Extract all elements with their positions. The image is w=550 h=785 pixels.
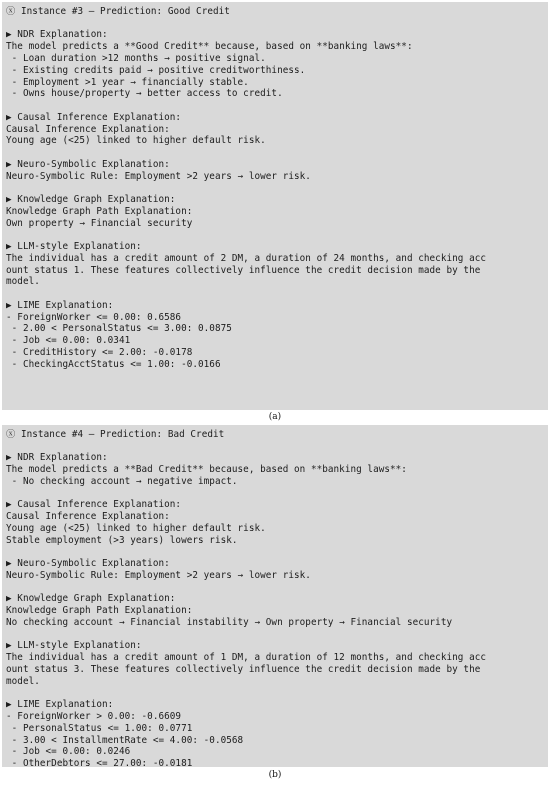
output-panel-instance-4	[2, 425, 548, 767]
list-item: - ForeignWorker > 0.00: -0.6609	[6, 710, 182, 722]
section-heading: ▶ Knowledge Graph Explanation:	[6, 593, 176, 605]
section-heading: ▶ Neuro-Symbolic Explanation:	[6, 558, 170, 570]
blank-line	[6, 547, 540, 559]
section-heading: ▶ LLM-style Explanation:	[6, 640, 142, 652]
blank-line	[6, 441, 540, 453]
panel-caption-b: (b)	[268, 770, 282, 780]
output-line: model.	[6, 276, 40, 288]
output-line: Neuro-Symbolic Rule: Employment >2 years → lower risk.	[6, 569, 311, 581]
blank-line	[6, 182, 540, 194]
blank-line	[6, 229, 540, 241]
output-line: ount status 3. These features collectively influence the credit decision made by the	[6, 663, 481, 675]
section-heading: ▶ Causal Inference Explanation:	[6, 111, 182, 123]
blank-line	[6, 147, 540, 159]
section-heading: ▶ LIME Explanation:	[6, 699, 114, 711]
list-item: - 2.00 < PersonalStatus <= 3.00: 0.0875	[6, 323, 232, 335]
blank-line	[6, 288, 540, 300]
list-item: - ForeignWorker <= 0.00: 0.6586	[6, 311, 182, 323]
output-line: The model predicts a **Good Credit** because, based on **banking laws**:	[6, 41, 413, 53]
panel-caption-a: (a)	[268, 412, 282, 422]
blank-line	[6, 629, 540, 641]
list-item: - 3.00 < InstallmentRate <= 4.00: -0.0568	[6, 734, 244, 746]
output-line: model.	[6, 675, 40, 687]
output-line: The individual has a credit amount of 2 DM, a duration of 24 months, and checking acc	[6, 252, 487, 264]
output-line: Young age (<25) linked to higher default risk.	[6, 135, 266, 147]
list-item: - Job <= 0.00: 0.0246	[6, 746, 131, 758]
output-line: Knowledge Graph Path Explanation:	[6, 605, 193, 617]
section-heading: ▶ Knowledge Graph Explanation:	[6, 193, 176, 205]
section-heading: ▶ Neuro-Symbolic Explanation:	[6, 158, 170, 170]
output-line: Stable employment (>3 years) lowers risk.	[6, 534, 238, 546]
list-item: - OtherDebtors <= 27.00: -0.0181	[6, 758, 193, 767]
instance-header: ⓧ Instance #3 — Prediction: Good Credit	[6, 6, 230, 17]
output-line: The individual has a credit amount of 1 DM, a duration of 12 months, and checking acc	[6, 652, 487, 664]
output-line: Neuro-Symbolic Rule: Employment >2 years → lower risk.	[6, 170, 311, 182]
list-item: - Loan duration >12 months → positive signal.	[6, 52, 266, 64]
section-heading: ▶ Causal Inference Explanation:	[6, 499, 182, 511]
output-line: Young age (<25) linked to higher default risk.	[6, 522, 266, 534]
output-line: No checking account → Financial instability → Own property → Financial security	[6, 616, 453, 628]
list-item: - PersonalStatus <= 1.00: 0.0771	[6, 722, 193, 734]
blank-line	[6, 100, 540, 112]
list-item: - CheckingAcctStatus <= 1.00: -0.0166	[6, 358, 221, 370]
blank-line	[6, 18, 540, 30]
section-heading: ▶ LIME Explanation:	[6, 299, 114, 311]
output-panel-instance-3	[2, 2, 548, 410]
blank-line	[6, 582, 540, 594]
output-line: Causal Inference Explanation:	[6, 123, 170, 135]
section-heading: ▶ LLM-style Explanation:	[6, 240, 142, 252]
list-item: - Owns house/property → better access to credit.	[6, 88, 283, 100]
instance-header: ⓧ Instance #4 — Prediction: Bad Credit	[6, 429, 225, 440]
output-line: Causal Inference Explanation:	[6, 511, 170, 523]
list-item: - No checking account → negative impact.	[6, 475, 238, 487]
output-line: Knowledge Graph Path Explanation:	[6, 205, 193, 217]
list-item: - Job <= 0.00: 0.0341	[6, 335, 131, 347]
list-item: - Existing credits paid → positive creditworthiness.	[6, 64, 306, 76]
output-line: The model predicts a **Bad Credit** because, based on **banking laws**:	[6, 464, 407, 476]
list-item: - Employment >1 year → financially stable.	[6, 76, 249, 88]
output-line: Own property → Financial security	[6, 217, 193, 229]
output-line: ount status 1. These features collectively influence the credit decision made by the	[6, 264, 481, 276]
blank-line	[6, 488, 540, 500]
blank-line	[6, 688, 540, 700]
list-item: - CreditHistory <= 2.00: -0.0178	[6, 346, 193, 358]
section-heading: ▶ NDR Explanation:	[6, 29, 108, 41]
section-heading: ▶ NDR Explanation:	[6, 452, 108, 464]
